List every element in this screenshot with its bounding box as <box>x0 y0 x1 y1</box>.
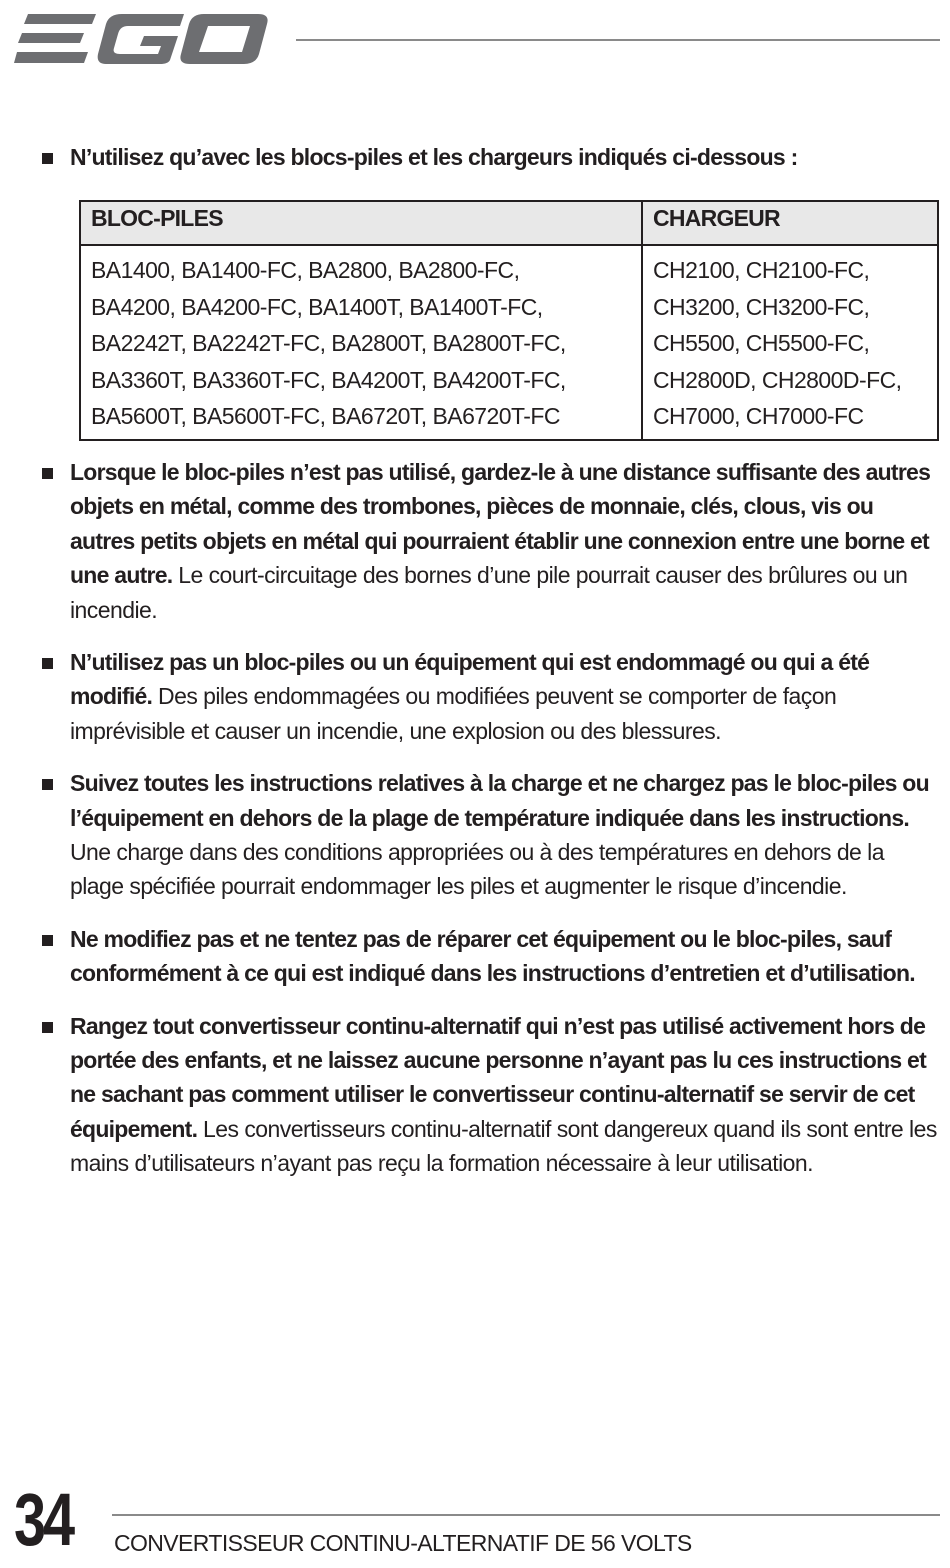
warning-bullet-storage <box>40 1009 940 1181</box>
battery-line: BA4200, BA4200-FC, BA1400T, BA1400T-FC, <box>91 293 543 320</box>
intro-bullet <box>40 140 940 174</box>
charger-column-header: CHARGEUR <box>642 201 938 245</box>
battery-line: BA3360T, BA3360T-FC, BA4200T, BA4200T-FC, <box>91 366 566 393</box>
warning-bullet-modify <box>40 922 940 991</box>
page-header <box>0 0 950 80</box>
battery-column-header: BLOC-PILES <box>80 201 642 245</box>
header-rule <box>296 39 940 41</box>
warning-bullet-metal-objects <box>40 455 940 627</box>
charger-list-cell <box>642 245 938 440</box>
charger-line: CH2100, CH2100-FC, <box>653 257 870 284</box>
battery-line: BA2242T, BA2242T-FC, BA2800T, BA2800T-FC, <box>91 330 566 357</box>
warning-bold-text: N’utilisez pas un bloc-piles ou un équipement qui est endommagé ou qui a été modifié. <box>70 648 870 710</box>
charger-line: CH2800D, CH2800D-FC, <box>653 366 902 393</box>
charger-line: CH5500, CH5500-FC, <box>653 330 870 357</box>
intro-text: N’utilisez qu’avec les blocs-piles et les chargeurs indiqués ci-dessous : <box>70 144 798 170</box>
ego-logo <box>14 10 270 70</box>
warning-normal-text: Une charge dans des conditions appropriées ou à des températures en dehors de la plage spécifiée pourrait endommager les piles et augmenter le risque d’incendie. <box>70 838 884 900</box>
table-row <box>80 245 938 440</box>
charger-line: CH7000, CH7000-FC <box>653 403 864 430</box>
warning-normal-text: Des piles endommagées ou modifiées peuvent se comporter de façon imprévisible et causer un incendie, une explosion ou des blessures. <box>70 683 837 744</box>
warning-bold-text: Rangez tout convertisseur continu-alternatif qui n’est pas utilisé activement hors de portée des enfants, et ne laissez aucune personne n’ayant pas lu ces instructions et ne sachant pas comment utiliser le convertisseur continu-alternatif se servir de cet équipement. <box>70 1012 927 1142</box>
battery-line: BA5600T, BA5600T-FC, BA6720T, BA6720T-FC <box>91 403 560 430</box>
warning-normal-text: Le court-circuitage des bornes d’une pile pourrait causer des brûlures ou un incendie. <box>70 562 908 623</box>
battery-line: BA1400, BA1400-FC, BA2800, BA2800-FC, <box>91 257 520 284</box>
compatibility-table <box>79 200 939 441</box>
page-number: 34 <box>14 1478 72 1561</box>
warning-bullet-charging <box>40 766 940 904</box>
footer-rule <box>112 1514 940 1516</box>
warning-bold-text: Lorsque le bloc-piles n’est pas utilisé, gardez-le à une distance suffisante des autres objets en métal, comme des trombones, pièces de monnaie, clés, clous, vis ou autres petits objets en métal qui pourraient établir une connexion entre une borne et une autre. <box>70 458 931 589</box>
warning-bold-text: Suivez toutes les instructions relatives à la charge et ne chargez pas le bloc-piles ou l’équipement en dehors de la plage de température indiquée dans les instructions. <box>70 770 929 831</box>
footer-title: CONVERTISSEUR CONTINU-ALTERNATIF DE 56 VOLTS <box>114 1530 692 1556</box>
battery-list-cell <box>80 245 642 440</box>
warning-bold-text: Ne modifiez pas et ne tentez pas de réparer cet équipement ou le bloc-piles, sauf conformément à ce qui est indiqué dans les instructions d’entretien et d’utilisation. <box>70 925 915 987</box>
warning-bullet-damaged <box>40 645 940 748</box>
table-header-row <box>80 201 938 245</box>
warning-normal-text: Les convertisseurs continu-alternatif sont dangereux quand ils sont entre les mains d’utilisateurs n’ayant pas reçu la formation nécessaire à leur utilisation. <box>70 1115 937 1177</box>
charger-line: CH3200, CH3200-FC, <box>653 293 870 320</box>
page-content <box>40 140 940 1181</box>
